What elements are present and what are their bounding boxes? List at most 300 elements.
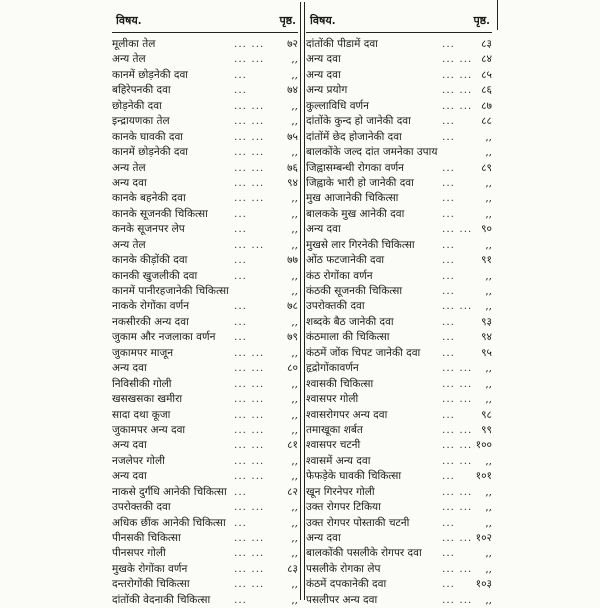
index-entry xyxy=(112,392,298,407)
entry-leader-dots: ... xyxy=(234,485,248,498)
index-entry xyxy=(112,330,298,345)
entry-title: दांतोंमें छेद होजानेकी दवा xyxy=(306,130,402,143)
entry-page-number: ,, xyxy=(291,393,298,406)
entry-page-number: ८६ xyxy=(481,84,492,97)
index-entry xyxy=(306,500,492,515)
entry-page-number: ,, xyxy=(291,377,298,390)
entry-page-number: ,, xyxy=(291,115,298,128)
entry-title: श्वासपर चटनी xyxy=(306,439,361,452)
entry-title: कानके घावकी दवा xyxy=(112,130,184,143)
index-entry xyxy=(306,577,492,592)
entry-page-number: ,, xyxy=(485,238,492,251)
entry-leader-dots: ... ... xyxy=(234,362,265,375)
entry-page-number: ७७ xyxy=(287,254,298,267)
right-column xyxy=(306,4,492,608)
entry-page-number: ,, xyxy=(291,501,298,514)
entry-title: शब्दके बैठ जानेकी दवा xyxy=(306,315,394,328)
entry-page-number: ,, xyxy=(485,547,492,560)
entry-leader-dots: ... ... xyxy=(234,115,265,128)
entry-leader-dots: ... ... xyxy=(234,192,265,205)
entry-page-number: ९८ xyxy=(481,408,492,421)
entry-title: मुख आजानेकी चिकित्सा xyxy=(306,192,399,205)
entry-page-number: ८३ xyxy=(287,562,298,575)
entry-title: कंठमाला की चिकित्सा xyxy=(306,331,390,344)
entry-title: कानमें पानीरहजानेकी चिकित्सा xyxy=(112,285,229,297)
entry-title: कानके सूजनकी चिकित्सा xyxy=(112,207,208,220)
entry-leader-dots: ... ... xyxy=(442,454,473,467)
entry-title: खून गिरनेपर गोली xyxy=(306,485,375,498)
entry-title: इन्द्रायणका तेल xyxy=(112,115,170,128)
left-header xyxy=(112,4,298,33)
entry-title: कनके सूजनपर लेप xyxy=(112,223,185,236)
entry-page-number: ,, xyxy=(291,238,298,251)
entry-leader-dots: ... ... xyxy=(234,38,265,50)
entry-leader-dots: ... ... xyxy=(234,439,265,452)
entry-leader-dots: ... ... xyxy=(234,238,265,251)
entry-page-number: ,, xyxy=(291,207,298,220)
entry-leader-dots: ... ... xyxy=(442,593,473,606)
subject-heading: विषय. xyxy=(116,14,142,27)
entry-title: कंठमें जोंक चिपट जानेकी दवा xyxy=(306,346,421,359)
entry-page-number: ,, xyxy=(485,269,492,282)
index-entry xyxy=(306,361,492,376)
entry-page-number: ,, xyxy=(291,532,298,544)
index-entry xyxy=(112,485,298,500)
header-divider xyxy=(497,0,498,30)
index-entry xyxy=(306,238,492,253)
entry-leader-dots: ... xyxy=(442,115,456,128)
entry-leader-dots: ... ... xyxy=(442,223,473,236)
entry-page-number: ,, xyxy=(291,470,298,483)
entry-leader-dots: ... xyxy=(442,207,456,220)
entry-page-number: ,, xyxy=(291,269,298,282)
entry-title: बालकोंकी पसलीके रोगपर दवा xyxy=(306,547,422,560)
entry-title: दांतोंकी पीडामें दवा xyxy=(306,38,378,50)
index-entry xyxy=(112,37,298,52)
entry-page-number: ,, xyxy=(485,130,492,143)
entry-title: दन्तरोगोंकी चिकित्सा xyxy=(112,578,190,591)
index-entry xyxy=(112,284,298,299)
entry-title: श्वासमें अन्य दवा xyxy=(306,454,371,467)
index-entry xyxy=(112,423,298,438)
entry-leader-dots: ... xyxy=(234,207,248,220)
entry-leader-dots: ... xyxy=(234,300,248,313)
entry-title: तमाखूका शर्बत xyxy=(306,423,363,436)
entry-leader-dots: ... ... xyxy=(234,454,265,467)
entry-page-number: १०० xyxy=(475,439,492,452)
entry-page-number: ९१ xyxy=(481,254,492,267)
entry-leader-dots: ... ... xyxy=(234,130,265,143)
entry-page-number: ७८ xyxy=(287,300,298,313)
entry-leader-dots: ... ... xyxy=(234,99,265,112)
entry-leader-dots: ... xyxy=(234,68,248,81)
entry-page-number: ८२ xyxy=(287,485,298,498)
entry-page-number: ९० xyxy=(481,223,492,236)
entry-title: नकसीरकी अन्य दवा xyxy=(112,315,189,328)
index-entry xyxy=(112,577,298,592)
index-entry xyxy=(112,438,298,453)
column-divider xyxy=(300,2,301,600)
entry-leader-dots: ... ... xyxy=(234,176,265,189)
entry-leader-dots: ... xyxy=(442,130,456,143)
entry-leader-dots: ... ... xyxy=(442,501,473,514)
index-entry xyxy=(306,346,492,361)
entry-page-number: ,, xyxy=(485,516,492,529)
entry-page-number: ९९ xyxy=(481,423,492,436)
index-entry xyxy=(306,114,492,129)
entry-leader-dots: ... ... xyxy=(234,53,265,66)
entry-page-number: ७५ xyxy=(287,130,298,143)
entry-leader-dots: ... xyxy=(442,285,456,297)
subject-heading: विषय. xyxy=(310,14,336,27)
entry-leader-dots: ... ... xyxy=(234,146,265,159)
entry-title: अन्य दवा xyxy=(306,68,341,81)
index-entry xyxy=(306,485,492,500)
entry-title: अन्य प्रयोग xyxy=(306,84,348,97)
index-entry xyxy=(306,299,492,314)
index-entry xyxy=(112,99,298,114)
entry-title: नाकके रोगोंका वर्णन xyxy=(112,300,190,313)
index-entry xyxy=(306,562,492,577)
page-heading: पृष्ठ. xyxy=(279,14,296,27)
entry-leader-dots: ... ... xyxy=(234,408,265,421)
index-entry xyxy=(112,222,298,237)
entry-page-number: ८५ xyxy=(481,68,492,81)
entry-title: हृद्रोगोंकावर्णन xyxy=(306,362,359,375)
index-entry xyxy=(112,562,298,577)
index-entry xyxy=(306,269,492,284)
index-entry xyxy=(306,176,492,191)
entry-title: कानकी खुजलीकी दवा xyxy=(112,269,198,282)
entry-leader-dots: ... xyxy=(234,593,248,606)
entry-leader-dots: ... ... xyxy=(442,68,473,81)
entry-page-number: ८० xyxy=(287,362,298,375)
entry-page-number: ,, xyxy=(485,300,492,313)
entry-title: पसलीपर अन्य दवा xyxy=(306,593,378,606)
entry-title: मुखसे लार गिरनेकी चिकित्सा xyxy=(306,238,415,251)
entry-page-number: ८७ xyxy=(481,99,492,112)
entry-leader-dots: ... xyxy=(234,516,248,529)
right-entries xyxy=(306,37,492,608)
entry-leader-dots: ... xyxy=(442,547,456,560)
entry-page-number: ,, xyxy=(291,408,298,421)
entry-leader-dots: ... xyxy=(234,331,248,344)
entry-page-number: ,, xyxy=(485,393,492,406)
entry-leader-dots: ... ... xyxy=(234,547,265,560)
index-entry xyxy=(112,315,298,330)
index-entry xyxy=(306,392,492,407)
entry-leader-dots: ... ... xyxy=(442,532,473,544)
index-entry xyxy=(112,377,298,392)
entry-title: उक्त रोगपर पोस्ताकी चटनी xyxy=(306,516,410,529)
entry-page-number: ,, xyxy=(291,547,298,560)
entry-title: पीनसपर गोली xyxy=(112,547,166,560)
entry-title: नाकसे दुर्गंधि आनेकी चिकित्सा xyxy=(112,485,227,498)
entry-leader-dots: ... xyxy=(442,254,456,267)
entry-leader-dots: ... ... xyxy=(442,99,473,112)
entry-page-number: ,, xyxy=(485,146,492,159)
entry-title: अधिक छींक आनेकी चिकित्सा xyxy=(112,516,226,529)
entry-page-number: ,, xyxy=(291,285,298,297)
index-entry xyxy=(112,238,298,253)
entry-leader-dots: ... ... xyxy=(442,53,473,66)
entry-leader-dots: ... xyxy=(234,84,248,97)
right-header xyxy=(306,4,492,33)
index-entry xyxy=(306,161,492,176)
entry-page-number: ८३ xyxy=(481,38,492,50)
index-entry xyxy=(112,299,298,314)
index-entry xyxy=(112,52,298,67)
index-entry xyxy=(112,130,298,145)
entry-title: कानमें छोड़नेकी दवा xyxy=(112,146,189,159)
entry-title: अन्य दवा xyxy=(112,176,147,189)
entry-leader-dots: ... ... xyxy=(234,578,265,591)
entry-title: अन्य तेल xyxy=(112,53,146,66)
index-entry xyxy=(112,114,298,129)
index-entry xyxy=(306,531,492,546)
entry-leader-dots: ... xyxy=(442,516,456,529)
index-entry xyxy=(112,454,298,469)
entry-title: उपरोक्तकी दवा xyxy=(112,501,171,514)
entry-leader-dots: ... xyxy=(442,346,456,359)
entry-leader-dots: ... xyxy=(442,192,456,205)
index-entry xyxy=(306,68,492,83)
entry-title: बहिरेपनकी दवा xyxy=(112,84,171,97)
entry-page-number: ८१ xyxy=(287,439,298,452)
index-entry xyxy=(306,145,492,160)
entry-title: ओंठ फटजानेकी दवा xyxy=(306,254,385,267)
column-divider xyxy=(304,2,305,600)
index-entry xyxy=(306,438,492,453)
left-entries xyxy=(112,37,298,608)
index-entry xyxy=(112,176,298,191)
entry-title: मूलीका तेल xyxy=(112,38,156,50)
entry-leader-dots: ... xyxy=(234,269,248,282)
entry-title: पीनसकी चिकित्सा xyxy=(112,532,181,544)
entry-title: अन्य दवा xyxy=(306,53,341,66)
entry-page-number: ,, xyxy=(485,285,492,297)
entry-leader-dots: ... xyxy=(442,578,456,591)
entry-leader-dots: ... ... xyxy=(234,393,265,406)
entry-page-number: ,, xyxy=(291,593,298,606)
entry-leader-dots: ... xyxy=(234,315,248,328)
entry-page-number: १०१ xyxy=(475,470,492,483)
entry-title: नजलेपर गोली xyxy=(112,454,165,467)
entry-page-number: ,, xyxy=(485,377,492,390)
entry-title: कानके कीड़ोंकी दवा xyxy=(112,254,188,267)
index-entry xyxy=(112,269,298,284)
index-entry xyxy=(112,68,298,83)
index-entry xyxy=(112,546,298,561)
index-entry xyxy=(306,191,492,206)
entry-title: खसखसका खमीरा xyxy=(112,393,183,406)
entry-title: अन्य तेल xyxy=(112,238,146,251)
entry-leader-dots: ... xyxy=(442,315,456,328)
entry-leader-dots: ... xyxy=(442,269,456,282)
entry-leader-dots: ... ... xyxy=(442,439,473,452)
entry-page-number: ,, xyxy=(291,223,298,236)
entry-page-number: ,, xyxy=(485,501,492,514)
index-entry xyxy=(112,469,298,484)
index-entry xyxy=(112,531,298,546)
entry-title: बालकके मुख आनेकी दवा xyxy=(306,207,405,220)
index-entry xyxy=(306,99,492,114)
entry-title: कंठकी सूजनकी चिकित्सा xyxy=(306,285,403,297)
page-heading: पृष्ठ. xyxy=(473,14,490,27)
entry-title: कुल्लाविधि वर्णन xyxy=(306,99,369,112)
entry-page-number: ,, xyxy=(291,315,298,328)
entry-title: अन्य तेल xyxy=(112,161,146,174)
entry-title: श्वासपर गोली xyxy=(306,393,359,406)
entry-title: श्वासकी चिकित्सा xyxy=(306,377,374,390)
entry-leader-dots: ... ... xyxy=(442,377,473,390)
entry-page-number: ,, xyxy=(291,146,298,159)
entry-leader-dots: ... ... xyxy=(234,377,265,390)
index-entry xyxy=(306,253,492,268)
entry-page-number: ,, xyxy=(485,593,492,606)
entry-leader-dots: ... ... xyxy=(234,532,265,544)
entry-title: कानके बहनेकी दवा xyxy=(112,192,186,205)
index-entry xyxy=(306,83,492,98)
entry-page-number: ,, xyxy=(291,516,298,529)
index-entry xyxy=(306,408,492,423)
entry-page-number: ,, xyxy=(291,99,298,112)
index-entry xyxy=(112,253,298,268)
index-entry xyxy=(306,516,492,531)
entry-leader-dots: ... ... xyxy=(442,485,473,498)
entry-leader-dots: ... xyxy=(234,223,248,236)
entry-page-number: ,, xyxy=(485,485,492,498)
entry-title: फेफड़ेके घावकी चिकित्सा xyxy=(306,470,402,483)
entry-leader-dots: ... xyxy=(442,331,456,344)
entry-page-number: ,, xyxy=(291,346,298,359)
index-entry xyxy=(112,145,298,160)
entry-page-number: ९५ xyxy=(481,346,492,359)
index-entry xyxy=(306,52,492,67)
entry-page-number: ७४ xyxy=(287,84,298,97)
entry-leader-dots: ... xyxy=(442,38,456,50)
entry-page-number: ,, xyxy=(485,454,492,467)
entry-title: पसलीके रोगका लेप xyxy=(306,562,381,575)
entry-page-number: ७२ xyxy=(287,38,298,50)
entry-page-number: ,, xyxy=(485,562,492,575)
index-entry xyxy=(306,37,492,52)
entry-title: दांतोंकी वेदनाकी चिकित्सा xyxy=(112,593,211,606)
index-entry xyxy=(306,284,492,299)
index-entry xyxy=(112,408,298,423)
entry-page-number: ७९ xyxy=(287,331,298,344)
entry-leader-dots: ... ... xyxy=(442,84,473,97)
entry-page-number: ,, xyxy=(291,578,298,591)
entry-leader-dots: ... ... xyxy=(442,300,473,313)
index-entry xyxy=(306,454,492,469)
entry-leader-dots: ... xyxy=(442,238,456,251)
entry-page-number: ९४ xyxy=(287,176,298,189)
entry-leader-dots: ... xyxy=(442,408,456,421)
entry-page-number: ८८ xyxy=(481,115,492,128)
index-entry xyxy=(306,546,492,561)
index-entry xyxy=(306,423,492,438)
entry-page-number: ,, xyxy=(291,192,298,205)
entry-leader-dots: ... ... xyxy=(234,161,265,174)
index-entry xyxy=(112,207,298,222)
entry-leader-dots: ... ... xyxy=(234,470,265,483)
index-entry xyxy=(306,330,492,345)
entry-title: उपरोक्तकी दवा xyxy=(306,300,365,313)
entry-leader-dots: ... ... xyxy=(234,346,265,359)
entry-page-number: १०३ xyxy=(475,578,492,591)
entry-title: अन्य दवा xyxy=(306,223,341,236)
entry-title: छोड़नेकी दवा xyxy=(112,99,162,112)
entry-leader-dots: ... xyxy=(442,470,456,483)
entry-title: जुकाम और नजलाका वर्णन xyxy=(112,331,216,344)
entry-leader-dots: ... ... xyxy=(234,501,265,514)
entry-title: जुकामपर माजून xyxy=(112,346,174,359)
index-entry xyxy=(306,130,492,145)
entry-title: अन्य दवा xyxy=(112,362,147,375)
entry-title: कंठमें दपकानेकी दवा xyxy=(306,578,387,591)
index-entry xyxy=(112,83,298,98)
entry-title: निविसीकी गोली xyxy=(112,377,172,390)
entry-title: जुकामपर अन्य दवा xyxy=(112,423,186,436)
entry-page-number: ८९ xyxy=(481,161,492,174)
entry-page-number: ७६ xyxy=(287,161,298,174)
entry-page-number: ,, xyxy=(485,362,492,375)
entry-page-number: ,, xyxy=(485,176,492,189)
entry-page-number: ,, xyxy=(291,53,298,66)
index-entry xyxy=(306,222,492,237)
index-entry xyxy=(112,593,298,608)
entry-leader-dots: ... ... xyxy=(234,423,265,436)
index-entry xyxy=(112,500,298,515)
entry-page-number: ,, xyxy=(291,454,298,467)
entry-leader-dots: ... ... xyxy=(442,362,473,375)
index-entry xyxy=(112,516,298,531)
left-column xyxy=(112,4,298,608)
index-entry xyxy=(306,207,492,222)
entry-page-number: ९४ xyxy=(481,331,492,344)
entry-page-number: ,, xyxy=(291,423,298,436)
entry-title: कानमें छोड़नेकी दवा xyxy=(112,68,189,81)
entry-title: जिह्वासम्बन्धी रोगका वर्णन xyxy=(306,161,405,174)
entry-leader-dots: ... ... xyxy=(234,562,265,575)
index-entry xyxy=(112,361,298,376)
entry-leader-dots: ... xyxy=(234,254,248,267)
index-entry xyxy=(306,469,492,484)
entry-title: मुखके रोगोंका वर्णन xyxy=(112,562,188,575)
entry-title: अन्य दवा xyxy=(306,532,341,544)
entry-leader-dots: ... ... xyxy=(442,393,473,406)
entry-page-number: ,, xyxy=(485,207,492,220)
entry-title: कंठ रोगोंका वर्णन xyxy=(306,269,373,282)
entry-page-number: ,, xyxy=(291,68,298,81)
index-entry xyxy=(306,593,492,608)
entry-title: दांतोंके कुन्द हो जानेकी दवा xyxy=(306,115,411,128)
entry-leader-dots: ... xyxy=(442,176,456,189)
entry-leader-dots: ... ... xyxy=(442,562,473,575)
entry-page-number: १०२ xyxy=(475,532,492,544)
index-entry xyxy=(112,346,298,361)
entry-title: उक्त रोगपर टिकिया xyxy=(306,501,381,514)
entry-title: जिह्वाके भारी हो जानेकी दवा xyxy=(306,176,414,189)
entry-title: बालकोंके जल्द दांत जमनेका उपाय xyxy=(306,146,438,159)
entry-page-number: ८४ xyxy=(481,53,492,66)
entry-title: अन्य दवा xyxy=(112,470,147,483)
entry-page-number: ,, xyxy=(485,192,492,205)
entry-page-number: ९३ xyxy=(481,315,492,328)
entry-title: सादा दथा कूजा xyxy=(112,408,171,421)
index-entry xyxy=(112,161,298,176)
